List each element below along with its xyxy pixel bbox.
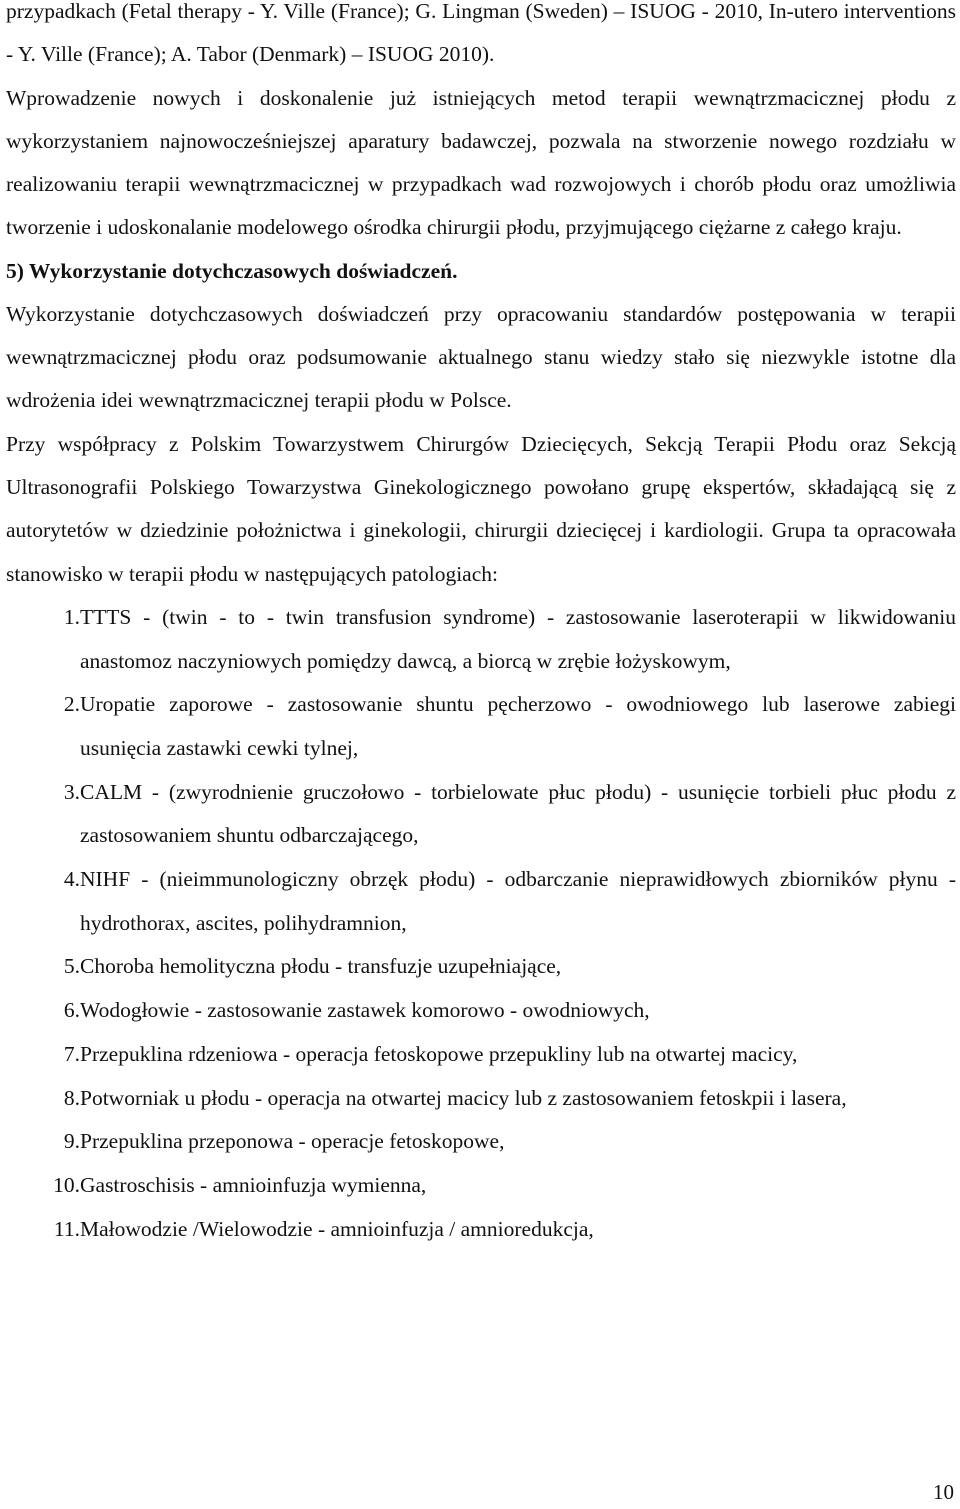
- list-item-number: 3.: [63, 779, 80, 804]
- list-item-text: Przepuklina rdzeniowa - operacja fetoskopowe przepukliny lub na otwartej macicy,: [80, 1041, 798, 1066]
- list-item-number: 2.: [63, 692, 80, 717]
- section-heading-5: 5) Wykorzystanie dotychczasowych doświadczeń.: [6, 258, 458, 283]
- list-item: [6, 683, 956, 770]
- paragraph-experience: Wykorzystanie dotychczasowych doświadczeń przy opracowaniu standardów postępowania w terapii wewnątrzmacicznej płodu oraz podsumowanie aktualnego stanu wiedzy stało się niezwykle istotne dla wdrożenia idei wewnątrzmacicznej terapii płodu w Polsce.: [6, 301, 956, 413]
- list-item-number: 9.: [63, 1129, 80, 1154]
- paragraph-intro-continuation: przypadkach (Fetal therapy - Y. Ville (France); G. Lingman (Sweden) – ISUOG - 2010, In-utero interventions - Y. Ville (France); A. Tabor (Denmark) – ISUOG 2010).: [6, 0, 956, 67]
- list-item: [6, 1033, 956, 1077]
- list-item-text: Choroba hemolityczna płodu - transfuzje uzupełniające,: [80, 954, 562, 979]
- page-number: 10: [933, 1480, 954, 1504]
- list-item-text: Wodogłowie - zastosowanie zastawek komorowo - owodniowych,: [80, 998, 650, 1023]
- list-item-text: Gastroschisis - amnioinfuzja wymienna,: [80, 1173, 427, 1197]
- list-item: [6, 945, 956, 989]
- list-item-number: 6.: [63, 998, 80, 1023]
- list-item-number: 8.: [63, 1085, 80, 1110]
- list-item-number: 1.: [63, 604, 80, 629]
- paragraph-new-methods: Wprowadzenie nowych i doskonalenie już istniejących metod terapii wewnątrzmacicznej płodu z wykorzystaniem najnowocześniejszej aparatury badawczej, pozwala na stworzenie nowego rozdziału w realizowaniu terapii wewnątrzmacicznej w przypadkach wad rozwojowych i chorób płodu oraz umożliwia tworzenie i udoskonalanie modelowego ośrodka chirurgii płodu, przyjmującego ciężarne z całego kraju.: [6, 85, 956, 240]
- list-item: [6, 989, 956, 1033]
- paragraph-cooperation: Przy współpracy z Polskim Towarzystwem Chirurgów Dziecięcych, Sekcją Terapii Płodu oraz Sekcją Ultrasonografii Polskiego Towarzystwa Ginekologicznego powołano grupę ekspertów, składającą się z autorytetów w dziedzinie położnictwa i ginekologii, chirurgii dziecięcej i kardiologii. Grupa ta opracowała stanowisko w terapii płodu w następujących patologiach:: [6, 431, 956, 586]
- list-item: [6, 1077, 956, 1121]
- pathology-list: [6, 596, 956, 1252]
- list-item-text: Przepuklina przeponowa - operacje fetoskopowe,: [80, 1129, 505, 1154]
- list-item-number: 5.: [63, 954, 80, 979]
- document-page: [6, 0, 956, 1251]
- list-item-number: 4.: [63, 867, 80, 892]
- list-item-number: 11.: [53, 1216, 80, 1241]
- list-item-text: Małowodzie /Wielowodzie - amnioinfuzja / amnioredukcja,: [80, 1216, 594, 1241]
- list-item-text: Uropatie zaporowe - zastosowanie shuntu pęcherzowo - owodniowego lub laserowe zabiegi usunięcia zastawki cewki tylnej,: [80, 692, 956, 760]
- list-item-text: NIHF - (nieimmunologiczny obrzęk płodu) - odbarczanie nieprawidłowych zbiorników płynu - hydrothorax, ascites, polihydramnion,: [80, 867, 956, 935]
- list-item: [6, 771, 956, 858]
- list-item-text: CALM - (zwyrodnienie gruczołowo - torbielowate płuc płodu) - usunięcie torbieli płuc płodu z zastosowaniem shuntu odbarczającego,: [80, 779, 956, 848]
- list-item-text: Potworniak u płodu - operacja na otwartej macicy lub z zastosowaniem fetoskpii i lasera,: [80, 1085, 847, 1110]
- list-item: [6, 596, 956, 683]
- list-item-number: 7.: [63, 1041, 80, 1066]
- list-item-text: TTTS - (twin - to - twin transfusion syndrome) - zastosowanie laseroterapii w likwidowaniu anastomoz naczyniowych pomiędzy dawcą, a biorcą w zrębie łożyskowym,: [80, 604, 956, 673]
- list-item-number: 10.: [53, 1173, 80, 1197]
- list-item: [6, 1208, 956, 1252]
- list-item: [6, 858, 956, 945]
- list-item: [6, 1120, 956, 1164]
- list-item: [6, 1164, 956, 1208]
